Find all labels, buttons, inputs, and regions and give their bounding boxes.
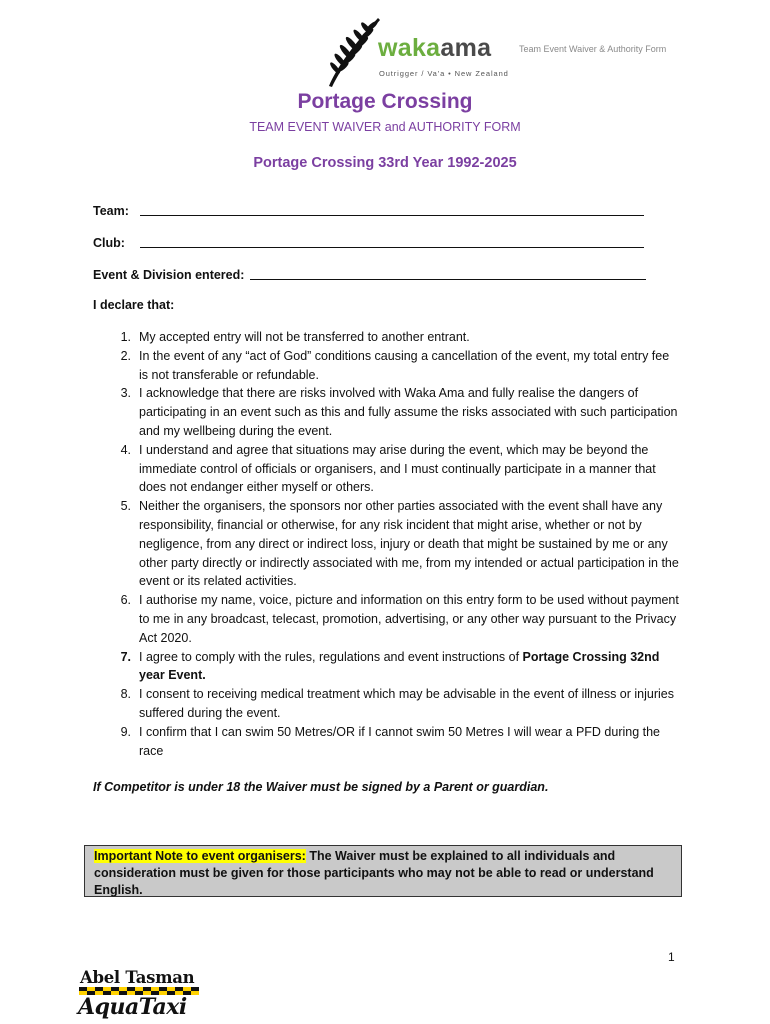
page-title: Portage Crossing bbox=[297, 90, 473, 113]
list-item bbox=[93, 648, 693, 686]
list-item bbox=[93, 685, 693, 723]
page-subtitle: TEAM EVENT WAIVER and AUTHORITY FORM bbox=[249, 120, 521, 134]
item-number: 8. bbox=[120, 687, 131, 702]
item-text-plain: I agree to comply with the rules, regulations and event instructions of bbox=[139, 649, 523, 664]
fern-icon bbox=[322, 14, 382, 88]
item-text: I authorise my name, voice, picture and information on this entry form to be used without payment to me in any broadcast, telecast, promotion, advertising, or any other way pursuant to the Privacy Act 2020. bbox=[139, 593, 679, 645]
wakaama-logo bbox=[322, 14, 507, 88]
abel-tasman-aquataxi-logo bbox=[76, 968, 206, 1022]
important-note-text: The Waiver must be explained to all individuals and consideration must be given for those participants who may not be able to read or understand English. bbox=[94, 849, 654, 897]
item-number: 5. bbox=[120, 499, 131, 514]
page-number: 1 bbox=[668, 950, 675, 964]
list-item bbox=[93, 723, 693, 761]
declaration-list bbox=[93, 328, 693, 760]
item-text: I understand and agree that situations may arise during the event, which may be beyond the immediate control of officials or organisers, and I must continually participate in a manner that does not endanger either myself or others. bbox=[139, 442, 656, 495]
club-label: Club: bbox=[93, 236, 125, 250]
list-item bbox=[93, 328, 693, 347]
item-number: 4. bbox=[120, 442, 131, 457]
club-field bbox=[93, 236, 125, 250]
event-division-label: Event & Division entered: bbox=[93, 268, 245, 282]
list-item bbox=[93, 441, 693, 497]
item-text: I consent to receiving medical treatment which may be advisable in the event of illness or injuries suffered during the event. bbox=[139, 687, 674, 720]
item-text: In the event of any “act of God” conditions causing a cancellation of the event, my total entry fee is not transferable or refundable. bbox=[139, 348, 670, 382]
list-item bbox=[93, 384, 693, 440]
item-text: Neither the organisers, the sponsors nor other parties associated with the event shall have any responsibility, financial or otherwise, for any risk incident that might arise, whether or not by negligence, from any direct or indirect loss, injury or death that might be sustained by me or any other party directly or indirectly associated with me, from my intended or actual participation in the event or its related activities. bbox=[139, 499, 679, 589]
item-text bbox=[139, 648, 681, 686]
item-number: 3. bbox=[120, 386, 131, 401]
logo-wordmark: wakaama bbox=[378, 34, 492, 62]
item-number: 9. bbox=[120, 724, 131, 739]
event-year-line: Portage Crossing 33rd Year 1992-2025 bbox=[253, 155, 517, 171]
event-division-field bbox=[93, 268, 244, 282]
list-item bbox=[93, 591, 693, 647]
item-number: 2. bbox=[120, 348, 131, 363]
club-input-line[interactable] bbox=[140, 236, 644, 248]
team-label: Team: bbox=[93, 204, 129, 218]
list-item bbox=[93, 497, 693, 591]
item-text: I acknowledge that there are risks involved with Waka Ama and fully realise the dangers of participating in an event such as this and fully assume the risks associated with such participation and my wellbeing during the event. bbox=[139, 386, 678, 438]
event-division-input-line[interactable] bbox=[250, 268, 646, 280]
item-number: 6. bbox=[120, 593, 131, 608]
minor-guardian-note: If Competitor is under 18 the Waiver must be signed by a Parent or guardian. bbox=[93, 780, 549, 794]
team-field bbox=[93, 204, 129, 218]
important-note-box bbox=[84, 845, 682, 897]
important-note-label: Important Note to event organisers: bbox=[94, 849, 306, 863]
list-item bbox=[93, 347, 693, 385]
logo-tagline: Outrigger / Va'a • New Zealand bbox=[379, 69, 509, 78]
item-number: 1. bbox=[120, 330, 131, 344]
header-note: Team Event Waiver & Authority Form bbox=[519, 44, 667, 54]
item-number: 7. bbox=[120, 649, 131, 664]
sponsor-line-2: AquaTaxi bbox=[78, 994, 187, 1020]
sponsor-line-1: Abel Tasman bbox=[80, 968, 195, 987]
team-input-line[interactable] bbox=[140, 204, 644, 216]
item-text: I confirm that I can swim 50 Metres/OR if I cannot swim 50 Metres I will wear a PFD during the race bbox=[139, 724, 661, 758]
item-text: My accepted entry will not be transferred to another entrant. bbox=[139, 330, 470, 344]
declare-heading: I declare that: bbox=[93, 298, 175, 312]
item-text-bold: Portage Crossing 32nd year Event. bbox=[139, 649, 660, 683]
